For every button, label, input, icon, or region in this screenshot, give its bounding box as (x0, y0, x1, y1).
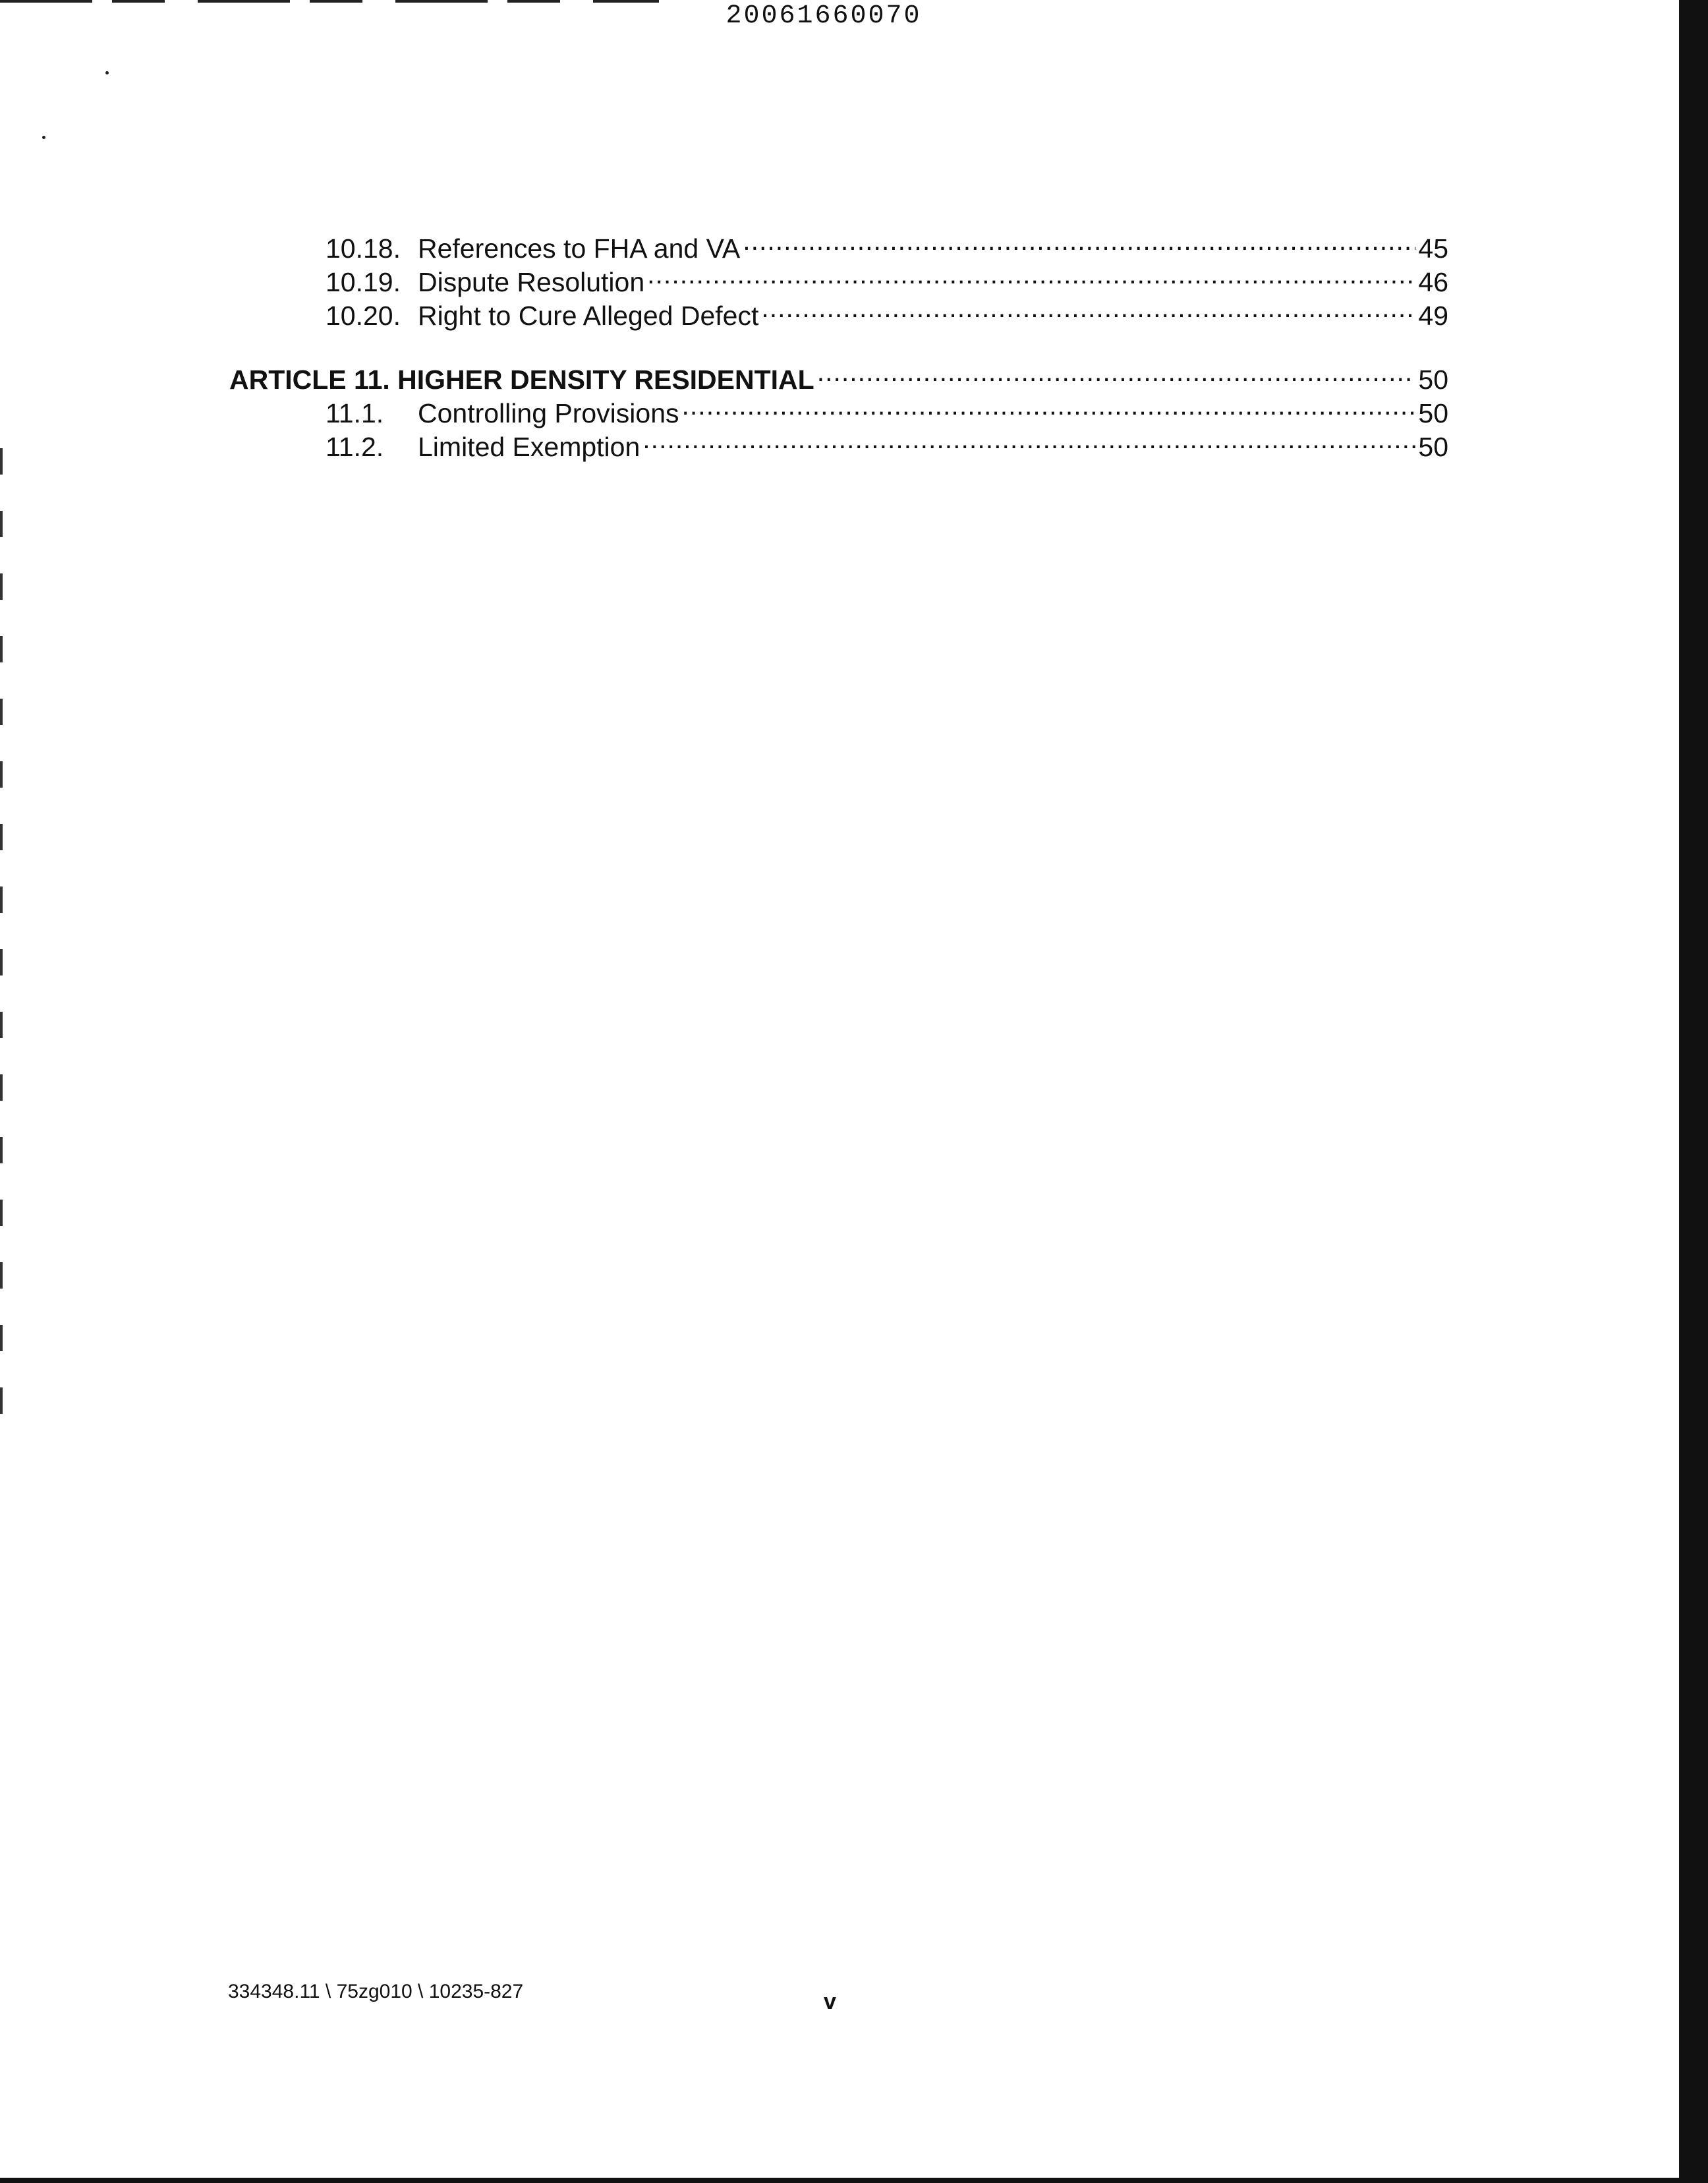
toc-entry-page: 50 (1418, 398, 1448, 428)
toc-entry-number: 11.2. (326, 432, 384, 462)
toc-entry-10-18 (229, 224, 1448, 264)
toc-entry-title: Limited Exemption (418, 432, 640, 462)
toc-entry-number: 11.1. (326, 398, 384, 428)
toc-entry-title: Dispute Resolution (418, 267, 645, 297)
scan-edge-bottom (0, 2178, 1708, 2183)
dot-leader (743, 224, 1415, 258)
toc-entry-title: Right to Cure Alleged Defect (418, 301, 759, 331)
footer-page-number: v (824, 1989, 836, 2014)
dot-leader (817, 355, 1416, 389)
toc-entry-number: 10.19. (326, 267, 401, 297)
toc-entry-number: 10.18. (326, 233, 401, 264)
document-number: 20061660070 (726, 1, 922, 31)
dot-leader (642, 422, 1415, 456)
toc-entry-title: References to FHA and VA (418, 233, 741, 264)
toc-entry-page: 46 (1418, 267, 1448, 297)
toc-entry-title: Controlling Provisions (418, 398, 679, 428)
dot-leader (682, 389, 1416, 422)
toc-article-11 (229, 355, 1448, 395)
scan-artifact-left (0, 448, 3, 1437)
toc-article-title: ARTICLE 11. HIGHER DENSITY RESIDENTIAL (229, 364, 814, 395)
scan-speck (105, 71, 109, 74)
toc-article-page: 50 (1418, 364, 1448, 395)
scan-edge-right (1679, 0, 1708, 2183)
dot-leader (761, 291, 1415, 325)
toc-entry-11-1 (229, 389, 1448, 428)
toc-entry-page: 49 (1418, 301, 1448, 331)
scan-speck (42, 136, 45, 139)
toc-entry-10-20 (229, 291, 1448, 331)
footer-document-reference: 334348.11 \ 75zg010 \ 10235-827 (228, 1981, 524, 2002)
dot-leader (647, 258, 1415, 291)
toc-entry-page: 45 (1418, 233, 1448, 264)
toc-entry-10-19 (229, 258, 1448, 297)
toc-entry-number: 10.20. (326, 301, 401, 331)
toc-entry-page: 50 (1418, 432, 1448, 462)
toc-entry-11-2 (229, 422, 1448, 462)
table-of-contents (229, 224, 1448, 462)
